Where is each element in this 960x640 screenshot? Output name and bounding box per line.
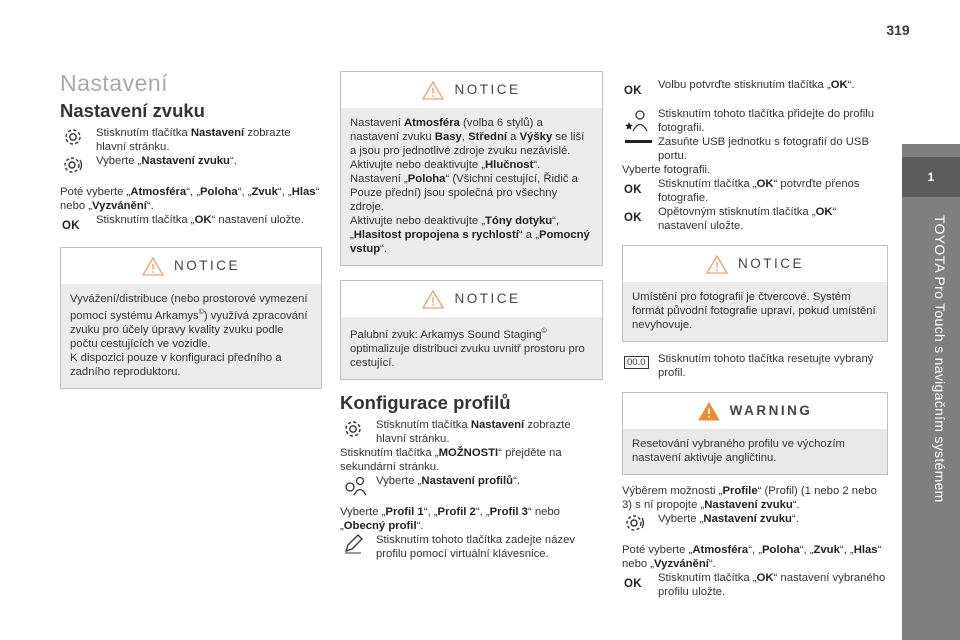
paragraph-choose-options: Poté vyberte „Atmosféra“, „Poloha“, „Zvuk“, „Hlas“ nebo „Vyzvánění“.	[60, 186, 320, 212]
section-title: Nastavení	[60, 70, 169, 96]
step-confirm-transfer: OK Stisknutím tlačítka „OK“ potvrďte přenos fotografie.	[624, 178, 860, 204]
step-settings: Stisknutím tlačítka Nastavení zobrazte hlavní stránku.	[340, 418, 603, 446]
step-edit-name: Stisknutím tohoto tlačítka zadejte název profilu pomocí virtuální klávesnice.	[340, 533, 603, 561]
step-ok: OK Stisknutím tlačítka „OK“ nastavení uložte.	[62, 214, 304, 232]
step-add-photo: Stisknutím tohoto tlačítka přidejte do profilu fotografii.	[622, 107, 888, 135]
paragraph-options: Stisknutím tlačítka „MOŽNOSTI“ přejděte na sekundární stránku.	[340, 446, 562, 473]
reset-button-label: 00.0	[624, 356, 649, 369]
section-subtitle: Nastavení zvuku	[60, 100, 205, 121]
section-heading: Konfigurace profilů	[340, 391, 511, 413]
ok-button-label: OK	[624, 184, 642, 196]
ok-button-label: OK	[624, 212, 642, 224]
notice-triangle-icon	[142, 257, 164, 276]
reset-button-icon	[622, 352, 658, 369]
column-2	[340, 71, 603, 561]
notice-triangle-icon	[422, 81, 444, 100]
settings-gear-icon	[60, 126, 96, 148]
notice-title: NOTICE	[454, 291, 521, 306]
pencil-icon	[340, 533, 376, 555]
notice-text: Vyvážení/distribuce (nebo prostorové vymezení pomocí systému Arkamys©) využívá zpracování zvuku pro účely úpravy kvality zvuku podle počtu cestujících ve vozidle.	[70, 293, 308, 350]
notice-title: NOTICE	[454, 82, 521, 97]
page-number: 319	[886, 22, 910, 38]
sound-settings-icon	[622, 512, 658, 534]
ok-button-label: OK	[62, 220, 80, 232]
add-photo-icon	[622, 107, 658, 133]
notice-box: NOTICE Umístění pro fotografii je čtvercové. Systém formát původní fotografie upraví, pokud umístění nevyhovuje.	[622, 245, 888, 342]
step-reset: 00.0 Stisknutím tohoto tlačítka resetujte vybraný profil.	[622, 352, 888, 380]
paragraph-choose-options: Poté vyberte „Atmosféra“, „Poloha“, „Zvuk“, „Hlas“ nebo „Vyzvánění“.	[622, 544, 882, 570]
settings-gear-icon	[340, 418, 376, 440]
step-save: OK Opětovným stisknutím tlačítka „OK“ nastavení uložte.	[624, 206, 837, 232]
notice-triangle-icon	[706, 255, 728, 274]
step-insert-usb: Zasuňte USB jednotku s fotografií do USB portu.	[622, 135, 888, 163]
ok-button-label: OK	[624, 85, 642, 97]
sound-settings-icon	[60, 154, 96, 176]
profile-settings-icon	[340, 474, 376, 496]
notice-title: NOTICE	[737, 256, 804, 271]
paragraph-profile-link: Výběrem možnosti „Profile“ (Profil) (1 nebo 2 nebo 3) s ní propojte „Nastavení zvuku“.	[622, 485, 877, 511]
warning-box: WARNING Resetování vybraného profilu ve výchozím nastavení aktivuje angličtinu.	[622, 392, 888, 475]
ok-button-label: OK	[624, 578, 642, 590]
step-confirm: OK Volbu potvrďte stisknutím tlačítka „OK“.	[624, 79, 855, 97]
warning-title: WARNING	[729, 403, 813, 418]
step-profile-settings: Vyberte „Nastavení profilů“.	[340, 474, 603, 496]
column-1	[60, 70, 322, 389]
warning-triangle-icon	[698, 402, 720, 421]
column-3	[622, 78, 888, 599]
notice-text-2: K dispozici pouze v konfiguraci předního a zadního reproduktoru.	[70, 351, 282, 378]
notice-box-1: NOTICE Nastavení Atmosféra (volba 6 stylů) a nastavení zvuku Basy, Střední a Výšky se liší a jsou pro jednotlivé zdroje zvuku nezávislé. Aktivujte nebo deaktivujte „Hlučnost“. Nastavení „Poloha“ (Všichni cestující, Řidič a Pouze přední) jsou společná pro všechny zdroje. Aktivujte nebo deaktivujte „Tóny dotyku“, „Hlasitost propojena s rychlostí“ a „Pomocný vstup“.	[340, 71, 603, 266]
notice-box	[60, 247, 322, 389]
notice-title: NOTICE	[173, 258, 240, 273]
usb-icon	[622, 135, 658, 149]
paragraph-select-photo: Vyberte fotografii.	[622, 164, 711, 176]
step-settings: Stisknutím tlačítka Nastavení zobrazte hlavní stránku.	[60, 126, 322, 154]
notice-triangle-icon	[422, 290, 444, 309]
notice-box-2: NOTICE Palubní zvuk: Arkamys Sound Staging© optimalizuje distribuci zvuku uvnitř prostoru pro cestující.	[340, 280, 603, 380]
step-sound-settings: Vyberte „Nastavení zvuku“.	[60, 154, 322, 176]
chapter-title: TOYOTA Pro Touch s navigačním systémem	[932, 215, 948, 503]
paragraph-profiles: Vyberte „Profil 1“, „Profil 2“, „Profil 3“ nebo „Obecný profil“.	[340, 505, 560, 532]
step-save-profile: OK Stisknutím tlačítka „OK“ nastavení vybraného profilu uložte.	[624, 572, 886, 598]
chapter-number: 1	[902, 157, 960, 197]
step-sound-settings: Vyberte „Nastavení zvuku“.	[622, 512, 888, 534]
